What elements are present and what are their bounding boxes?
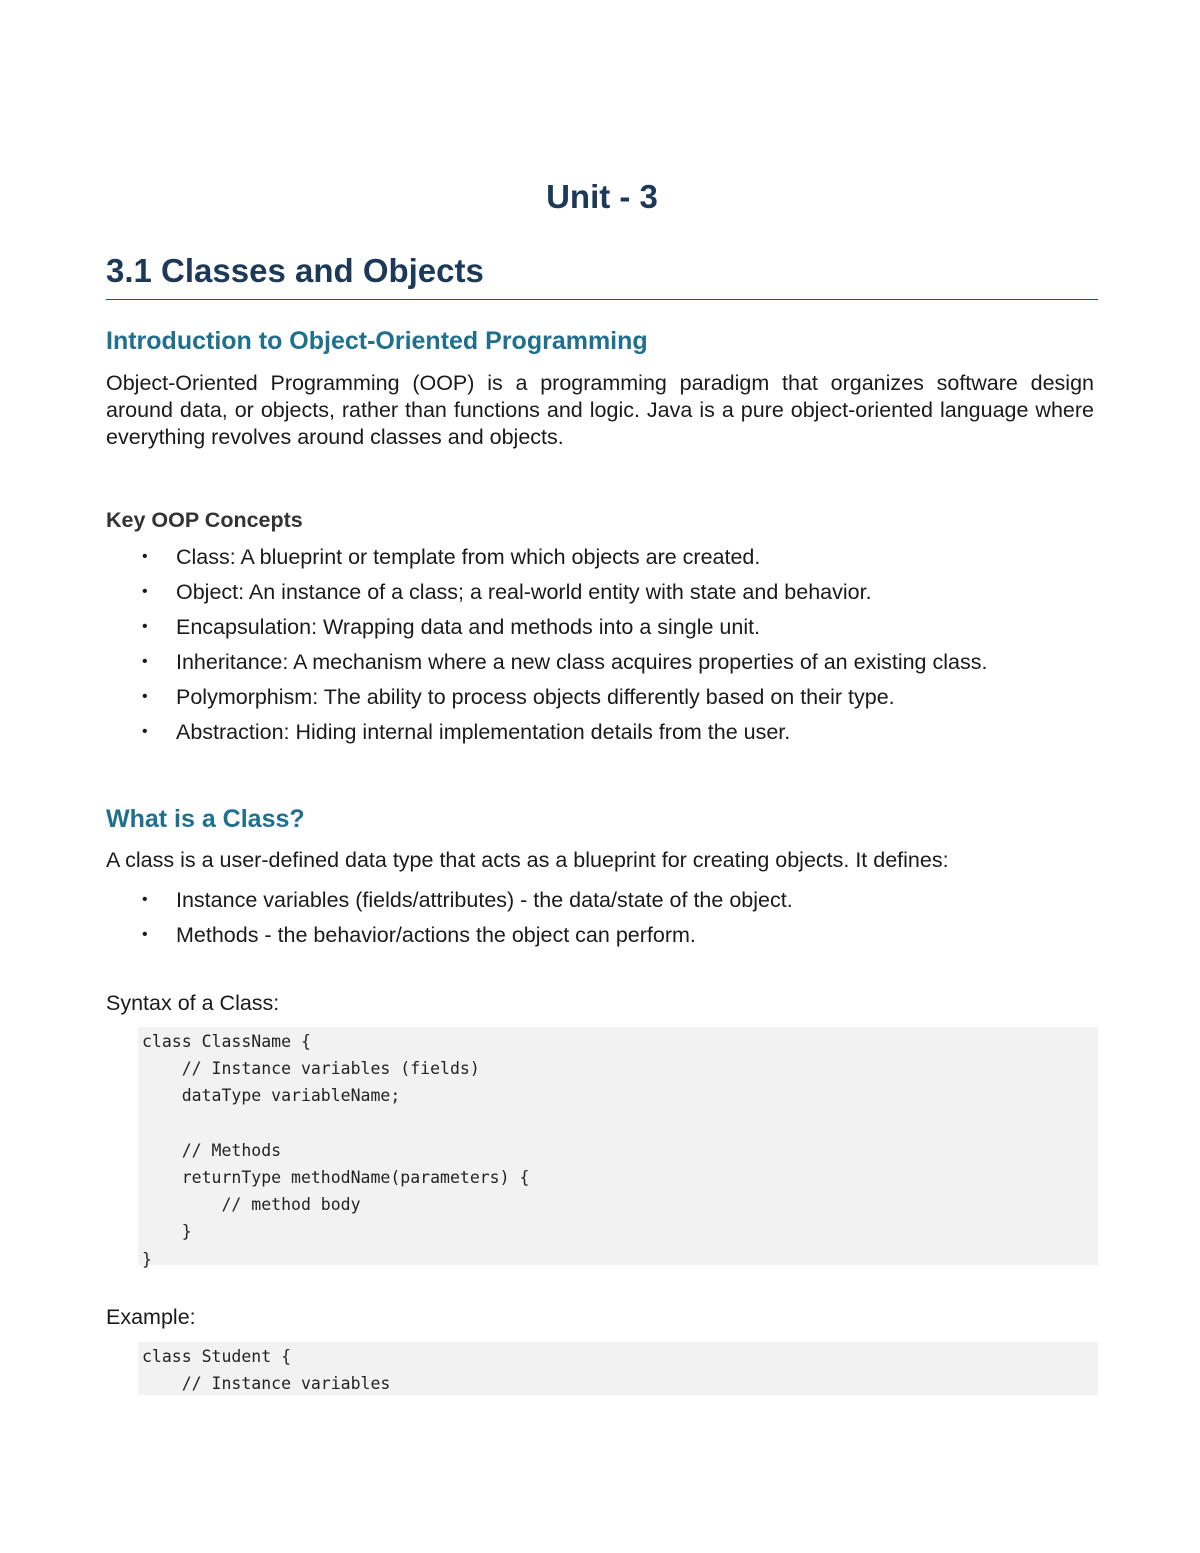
list-item: • Encapsulation: Wrapping data and methods into a single unit. (142, 615, 761, 639)
example-code-block (138, 1342, 1098, 1395)
code-line: } (142, 1249, 152, 1269)
code-line: class Student { (142, 1347, 292, 1366)
what-is-class-heading: What is a Class? (106, 805, 305, 833)
bullet-icon: • (142, 688, 148, 705)
key-concepts-heading: Key OOP Concepts (106, 508, 303, 532)
bullet-icon: • (142, 618, 148, 635)
list-item: • Methods - the behavior/actions the object can perform. (142, 923, 696, 947)
bullet-icon: • (142, 723, 148, 740)
section-title: 3.1 Classes and Objects (106, 252, 484, 289)
code-line: returnType methodName(parameters) { (142, 1167, 530, 1187)
syntax-label: Syntax of a Class: (106, 991, 280, 1015)
section-divider (106, 299, 1098, 300)
syntax-code-block (138, 1027, 1098, 1269)
bullet-icon: • (142, 653, 148, 670)
key-concepts-list (106, 544, 987, 754)
bullet-icon: • (142, 548, 148, 565)
code-line: // method body (142, 1195, 361, 1215)
code-line: dataType variableName; (142, 1086, 401, 1106)
bullet-icon: • (142, 891, 148, 908)
list-item: • Instance variables (fields/attributes) - the data/state of the object. (142, 888, 793, 912)
class-definition-list (106, 887, 793, 957)
list-item: • Abstraction: Hiding internal implementation details from the user. (142, 720, 791, 744)
bullet-icon: • (142, 926, 148, 943)
list-item: • Object: An instance of a class; a real-world entity with state and behavior. (142, 580, 872, 604)
example-label: Example: (106, 1305, 196, 1329)
code-line: // Instance variables (fields) (142, 1059, 480, 1079)
unit-title: Unit - 3 (546, 178, 658, 215)
code-line (142, 1112, 1098, 1139)
list-item: • Polymorphism: The ability to process objects differently based on their type. (142, 685, 895, 709)
code-line: class ClassName { (142, 1032, 311, 1051)
list-item: • Class: A blueprint or template from which objects are created. (142, 545, 761, 569)
what-is-class-paragraph: A class is a user-defined data type that acts as a blueprint for creating objects. It defines: (106, 848, 949, 872)
code-line: // Methods (142, 1140, 282, 1160)
bullet-icon: • (142, 583, 148, 600)
list-item: • Inheritance: A mechanism where a new class acquires properties of an existing class. (142, 650, 988, 674)
intro-paragraph: Object-Oriented Programming (OOP) is a programming paradigm that organizes software design around data, or objects, rather than functions and logic. Java is a pure object-oriented language where everything revolves around classes and objects. (106, 371, 1094, 449)
intro-heading: Introduction to Object-Oriented Programming (106, 327, 648, 355)
code-line: // Instance variables (142, 1374, 391, 1394)
code-line: } (142, 1222, 192, 1242)
